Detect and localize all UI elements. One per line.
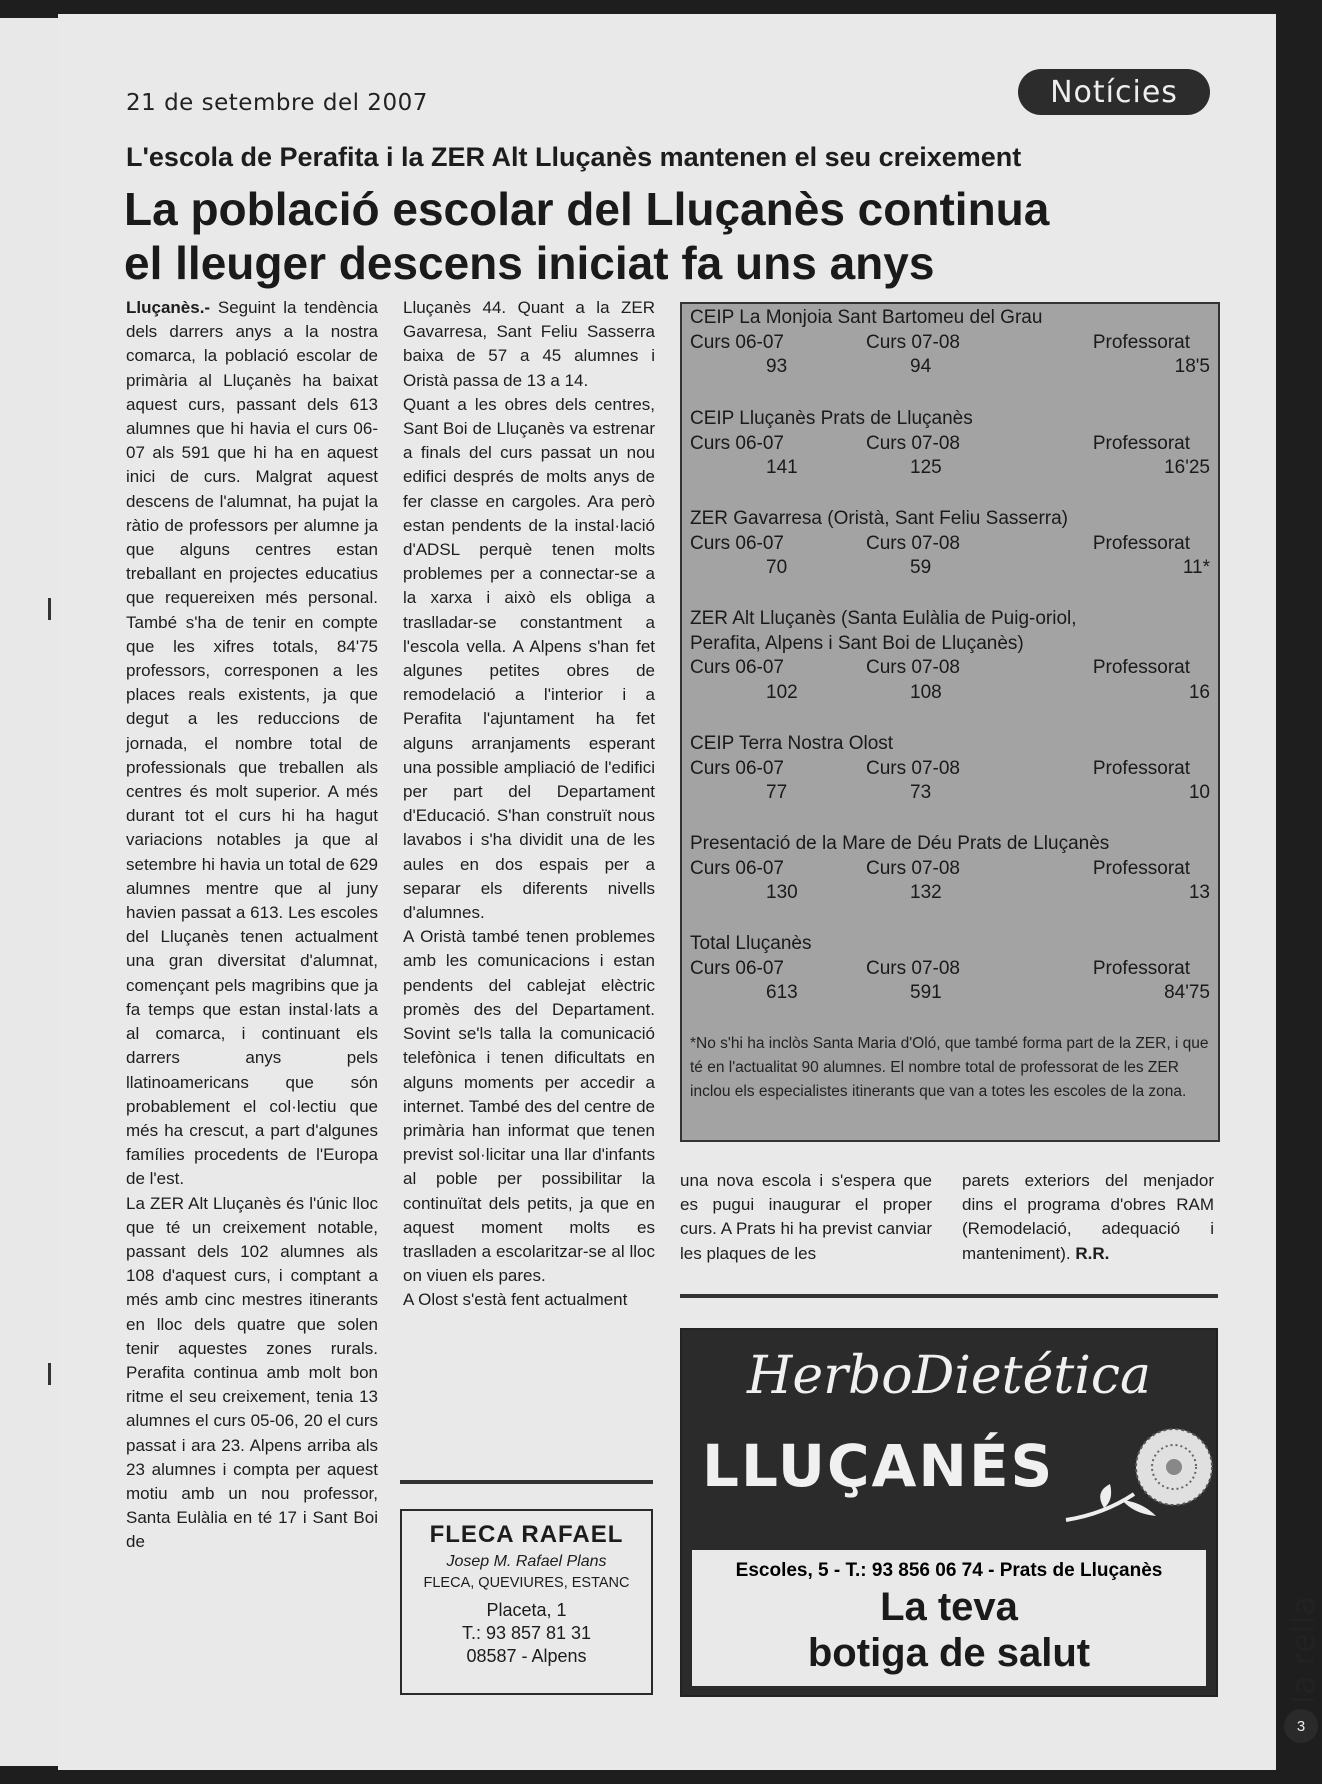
paragraph: Lluçanès 44. Quant a la ZER Gavarresa, Sant Feliu Sasserra baixa de 57 a 45 alumnes i Oristà passa de 13 a 14.: [403, 298, 655, 390]
table-value: 132: [910, 882, 942, 903]
byline-place: Lluçanès.-: [126, 298, 211, 317]
column-header: Professorat: [1092, 432, 1190, 454]
table-value: 10: [1188, 782, 1210, 803]
school-name-row: [690, 832, 1210, 857]
column-header: Curs 06-07: [690, 331, 784, 353]
paragraph-text: parets exteriors del menjador dins el programa d'obres RAM (Remodelació, adequació i manteniment).: [962, 1171, 1214, 1263]
table-footnote: *No s'hi ha inclòs Santa Maria d'Oló, que també forma part de la ZER, i que té en l'actualitat 90 alumnes. El nombre total de professorat de les ZER inclou els especialistes itinerants que van a totes les escoles de la zona.: [690, 1035, 1209, 1100]
column-header-row: [690, 532, 1210, 557]
paragraph: [962, 1169, 1214, 1266]
slogan-line: La teva: [880, 1585, 1018, 1629]
table-value: 613: [766, 982, 798, 1003]
flower-icon: [1064, 1422, 1214, 1532]
values-row: [690, 781, 1210, 806]
author-initials: R.R.: [1075, 1243, 1110, 1263]
table-value: 16: [1188, 681, 1210, 703]
school-name: Total Lluçanès: [690, 933, 812, 954]
table-value: 59: [910, 557, 932, 578]
school-name: ZER Gavarresa (Oristà, Sant Feliu Sasserra): [690, 508, 1068, 529]
column-header: Professorat: [1092, 331, 1190, 353]
paragraph: A Oristà també tenen problemes amb les comunicacions i estan pendents del cablejat elèctric promès des del Departament. Sovint se'ls talla la comunicació telefònica i tenen dificultats en alguns moments per accedir a internet. També des del centre de primària han informat que tenen previst sol·licitar una llar d'infants al poble per possibilitar la continuïtat dels petits, ja que en aquest moment molts es traslladen a escolaritzar-se al lloc on viuen els pares.: [403, 927, 656, 1286]
ad-slogan: [692, 1584, 1206, 1676]
column-header-row: [690, 331, 1210, 356]
article-column-2: [403, 296, 655, 1313]
ad-city: 08587 - Alpens: [466, 1646, 587, 1666]
values-row: [690, 456, 1210, 481]
column-header-row: [690, 757, 1210, 782]
school-group: [690, 932, 1210, 1006]
page-number: 3: [1284, 1709, 1318, 1743]
column-header: Curs 06-07: [690, 857, 784, 879]
table-value: 73: [910, 782, 932, 803]
ad-contact-box: [692, 1550, 1206, 1686]
values-row: [690, 881, 1210, 906]
school-name-row: [690, 407, 1210, 432]
table-value: 16'25: [1164, 457, 1210, 478]
ad-herbodietetica: [680, 1328, 1218, 1697]
table-value: 125: [910, 457, 942, 478]
table-value: 11*: [1182, 557, 1210, 578]
column-header: Curs 07-08: [866, 331, 960, 353]
column-header: Curs 07-08: [866, 432, 960, 454]
school-group: [690, 507, 1210, 581]
column-header: Professorat: [1092, 957, 1190, 979]
school-group: [690, 407, 1210, 481]
school-name: Perafita, Alpens i Sant Boi de Lluçanès): [690, 632, 1024, 654]
table-value: 94: [910, 356, 932, 377]
school-name: CEIP La Monjoia Sant Bartomeu del Grau: [690, 307, 1043, 328]
table-value: 591: [910, 982, 942, 1003]
divider: [400, 1480, 653, 1484]
column-header: Curs 06-07: [690, 657, 784, 678]
article-column-4: [962, 1169, 1214, 1266]
column-header-row: [690, 656, 1210, 681]
school-group: [690, 306, 1210, 380]
column-header: Curs 07-08: [866, 857, 960, 879]
table-value: 102: [766, 681, 798, 703]
column-header-row: [690, 432, 1210, 457]
column-header: Professorat: [1092, 857, 1190, 879]
values-row: [690, 681, 1210, 706]
column-header: Curs 06-07: [690, 957, 784, 979]
school-name-row: [690, 507, 1210, 532]
values-row: [690, 981, 1210, 1006]
school-group: [690, 607, 1210, 705]
table-value: 18'5: [1174, 356, 1210, 377]
column-header: Professorat: [1092, 757, 1190, 779]
school-name-row: [690, 306, 1210, 331]
column-header: Professorat: [1092, 532, 1190, 554]
article-headline: [124, 182, 1234, 290]
section-badge: Notícies: [1018, 69, 1210, 115]
column-header: Curs 07-08: [866, 657, 960, 678]
ad-address: [402, 1599, 651, 1668]
binding-mark: [48, 1363, 51, 1385]
issue-date: 21 de setembre del 2007: [126, 90, 428, 116]
school-group: [690, 832, 1210, 906]
table-value: 93: [766, 356, 788, 377]
paragraph: [126, 296, 378, 1192]
ad-business: FLECA, QUEVIURES, ESTANC: [423, 1575, 630, 1591]
ad-street: Placeta, 1: [486, 1600, 567, 1620]
enrollment-table: [680, 302, 1220, 1142]
column-header-row: [690, 957, 1210, 982]
school-name: Presentació de la Mare de Déu Prats de Lluçanès: [690, 833, 1110, 854]
table-value: 70: [766, 557, 788, 578]
table-value: 108: [910, 681, 942, 703]
article-column-3: [680, 1169, 932, 1266]
values-row: [690, 355, 1210, 380]
table-value: 77: [766, 782, 788, 803]
column-header: Curs 07-08: [866, 532, 960, 554]
school-name: CEIP Lluçanès Prats de Lluçanès: [690, 408, 973, 429]
binding-mark: [48, 598, 51, 620]
article-subtitle: L'escola de Perafita i la ZER Alt Lluçanès mantenen el seu creixement: [126, 142, 1022, 172]
headline-line: el lleuger descens iniciat fa uns anys: [124, 237, 935, 289]
values-row: [690, 556, 1210, 581]
paragraph: A Olost s'està fent actualment: [403, 1290, 628, 1310]
ad-contact: Escoles, 5 - T.: 93 856 06 74 - Prats de Lluçanès: [735, 1560, 1163, 1581]
column-header: Curs 06-07: [690, 432, 784, 454]
ad-phone: T.: 93 857 81 31: [461, 1623, 592, 1643]
ad-brand: LLUÇANÉS: [702, 1432, 1055, 1500]
ad-owner: Josep M. Rafael Plans: [446, 1553, 607, 1570]
column-header-row: [690, 857, 1210, 882]
column-header: Curs 06-07: [690, 532, 784, 554]
table-value: 130: [766, 882, 798, 903]
school-name-row: [690, 732, 1210, 757]
paragraph: una nova escola i s'espera que es pugui inaugurar el proper curs. A Prats hi ha previst canviar les plaques de les: [680, 1171, 932, 1263]
school-name-row: [690, 607, 1210, 632]
headline-line: La població escolar del Lluçanès continua: [124, 183, 1050, 235]
divider: [680, 1294, 1218, 1298]
school-name-row: [690, 932, 1210, 957]
column-header: Curs 07-08: [866, 957, 960, 979]
ad-title: FLECA RAFAEL: [429, 1521, 624, 1548]
school-name-row: [690, 632, 1210, 657]
paragraph: La ZER Alt Lluçanès és l'únic lloc que té un creixement notable, passant dels 102 alumnes als 108 d'aquest curs, i comptant a més amb cinc mestres itinerants en lloc dels quatre que solen tenir aquestes zones rurals. Perafita continua amb molt bon ritme el seu creixement, tenia 13 alumnes el curs 05-06, 20 el curs passat i ara 23. Alpens arriba als 23 alumnes i compta per aquest motiu amb un nou professor, Santa Eulàlia en té 17 i Sant Boi de: [126, 1193, 378, 1552]
table-value: 84'75: [1164, 982, 1210, 1003]
article-column-1: [126, 296, 378, 1555]
school-group: [690, 732, 1210, 806]
facing-page-edge: [0, 18, 60, 1766]
publication-name: [1280, 1594, 1320, 1704]
slogan-line: botiga de salut: [807, 1631, 1091, 1675]
table-value: 13: [1188, 882, 1210, 903]
ad-fleca-rafael: [400, 1509, 653, 1695]
school-name: ZER Alt Lluçanès (Santa Eulàlia de Puig-oriol,: [690, 608, 1077, 629]
ad-logo-script: HerboDietética: [747, 1346, 1151, 1406]
table-value: 141: [766, 457, 798, 478]
paragraph-text: Seguint la tendència dels darrers anys a la nostra comarca, la població escolar de primària al Lluçanès ha baixat aquest curs, passant dels 613 alumnes que hi havia el curs 06-07 als 591 que hi ha en aquest inici de curs. Malgrat aquest descens de l'alumnat, ha pujat la ràtio de professors per alumne ja que alguns centres estan treballant en projectes educatius que requereixen més personal. També s'ha de tenir en compte que les xifres totals, 84'75 professors, corresponen a les places reals existents, ja que degut a les reduccions de jornada, el nombre total de professionals que treballen als centres és molt superior. A més durant tot el curs hi ha hagut variacions notables ja que al setembre hi havia un total de 629 alumnes mentre que al juny havien passat a 613. Les escoles del Lluçanès tenen actualment una gran diversitat d'alumnat, començant pels magribins que ja fa temps que estan instal·lats a al comarca, i continuant els darrers anys pels llatinoamericans que són probablement el col·lectiu que més ha crescut, a part d'algunes famílies procedents de l'Europa de l'est.: [126, 298, 378, 1189]
column-header: Professorat: [1092, 657, 1190, 678]
school-name: CEIP Terra Nostra Olost: [690, 733, 894, 754]
paragraph: Quant a les obres dels centres, Sant Boi de Lluçanès va estrenar a finals del curs passat un nou edifici després de molts anys de fer classe en cargoles. Ara però estan pendents de la instal·lació d'ADSL perquè tenen molts problemes per a connectar-se a la xarxa i això els obliga a traslladar-se constantment a l'escola vella. A Alpens s'han fet algunes petites obres de remodelació a l'interior i a Perafita l'ajuntament ha fet alguns arranjaments esperant una possible ampliació de l'edifici per part del Departament d'Educació. S'han construït nous lavabos i s'ha dividit una de les aules en dos espais per a separar els diferents nivells d'alumnes.: [403, 394, 655, 923]
publication-label: la rella: [1284, 1595, 1322, 1704]
newspaper-page: [58, 14, 1322, 1770]
column-header: Curs 07-08: [866, 757, 960, 779]
column-header: Curs 06-07: [690, 757, 784, 779]
